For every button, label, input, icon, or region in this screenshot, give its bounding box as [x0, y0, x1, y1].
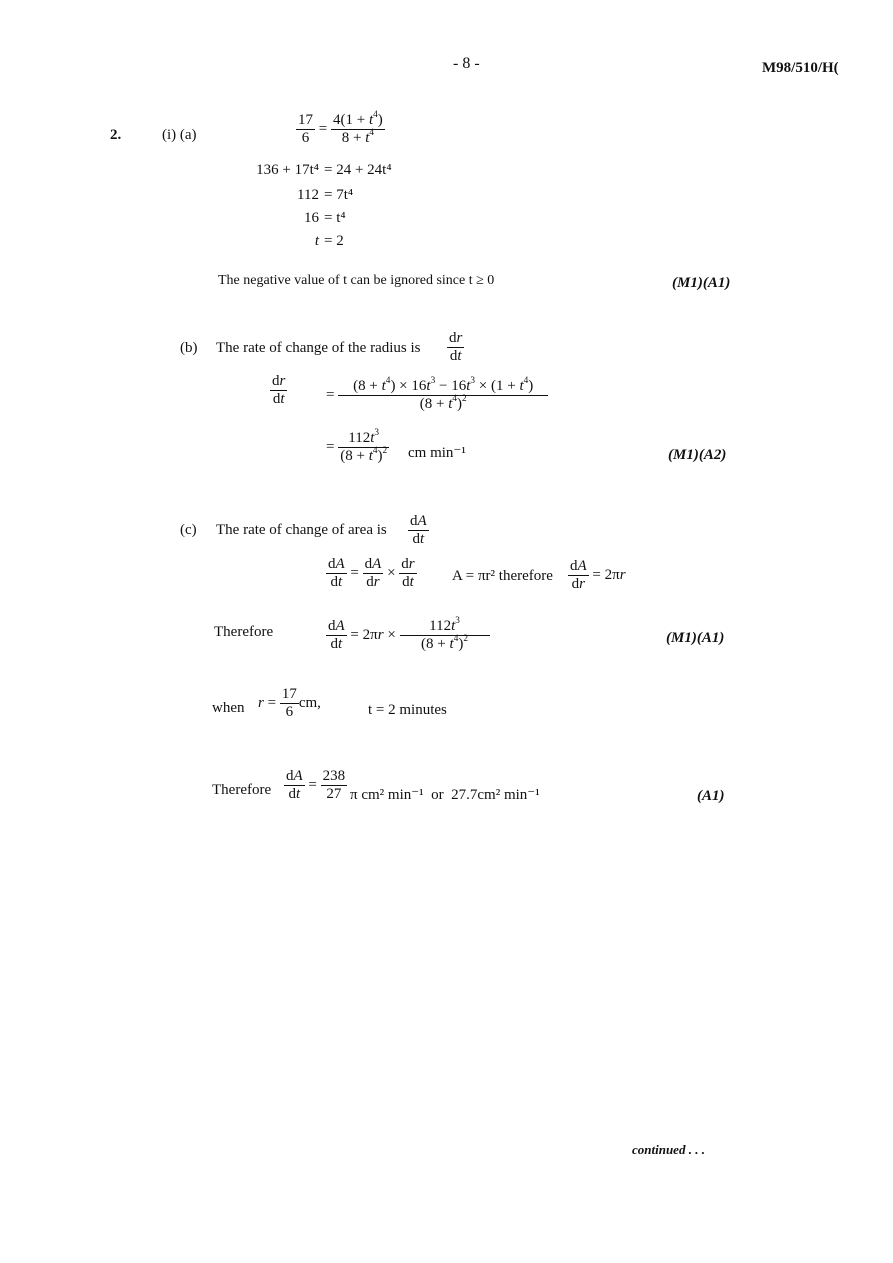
part-c-final-label: Therefore	[212, 782, 272, 798]
part-c-area-formula: A = πr² therefore	[452, 568, 553, 584]
part-b-label: (b)	[180, 340, 198, 356]
part-c-area-derivative: $\frac{dA}{dr}$ = 2πr	[570, 558, 626, 593]
part-b-marks: (M1)(A2)	[668, 447, 727, 463]
part-a-note: The negative value of t can be ignored since t ≥ 0	[218, 273, 495, 288]
part-c-final-units: π cm² min⁻¹ or 27.7cm² min⁻¹	[350, 787, 540, 803]
part-a-line-2-rhs: = 7t⁴	[324, 187, 354, 203]
part-a-fraction-equation: $\frac{17}{6}$ = $\frac{4(1 + t^4)}{8 + t^4}$	[298, 110, 383, 147]
part-c-when-label: when	[212, 700, 245, 716]
part-b-derivative-fraction: $\frac{dr}{dt}$	[272, 373, 286, 408]
part-a-marks: (M1)(A1)	[672, 275, 731, 291]
part-b-quotient-rule: = $\frac{(8 + t^4) \times 16t^3 - 16t^3 \times (1 + t^4)}{(8 + t^4)^2}$	[326, 378, 548, 414]
part-b-units: cm min⁻¹	[408, 445, 466, 461]
part-c-final-expression: $\frac{dA}{dt}$ = $\frac{238}{27}$	[286, 768, 346, 803]
part-label: (i) (a)	[162, 127, 197, 143]
part-c-therefore-label: Therefore	[214, 624, 274, 640]
part-a-line-4-rhs: = 2	[324, 233, 344, 249]
part-a-line-3-lhs: 16	[304, 210, 319, 226]
part-a-line-3-rhs: = t⁴	[324, 210, 346, 226]
part-b-result: = $\frac{112t^3}{(8 + t^4)^2}$	[326, 428, 388, 465]
part-c-chain-rule: $\frac{dA}{dt}$ = $\frac{dA}{dr}$ × $\frac{dr}{dt}$	[328, 556, 415, 591]
part-c-label: (c)	[180, 522, 197, 538]
part-a-line-1-lhs: 136 + 17t⁴	[256, 162, 319, 178]
part-c-time-value: t = 2 minutes	[368, 702, 447, 718]
part-a-line-2-lhs: 112	[297, 187, 319, 203]
part-c-intro: The rate of change of area is	[216, 522, 387, 538]
continued-label: continued . . .	[632, 1142, 705, 1157]
part-c-marks-2: (A1)	[697, 788, 725, 804]
page-number: - 8 -	[453, 55, 480, 72]
part-a-line-1-rhs: = 24 + 24t⁴	[324, 162, 392, 178]
part-c-intro-fraction: $\frac{dA}{dt}$	[410, 513, 427, 548]
question-number: 2.	[110, 127, 122, 143]
part-c-therefore-expression: $\frac{dA}{dt}$ = 2πr × $\frac{112t^3}{(8 + t^4)^2}$	[326, 618, 490, 654]
part-a-line-4-lhs: t	[314, 233, 319, 249]
part-b-intro-fraction: $\frac{dr}{dt}$	[449, 330, 463, 365]
part-c-marks-1: (M1)(A1)	[666, 630, 725, 646]
paper-code: M98/510/H(	[762, 60, 839, 76]
fraction-4-1-plus-t4-over-8-plus-t4: $\frac{4(1 + t^4)}{8 + t^4}$	[332, 110, 383, 147]
part-b-intro: The rate of change of the radius is	[216, 340, 421, 356]
fraction-17-over-6: $\frac{17}{6}$	[298, 112, 313, 147]
part-c-radius-value: r = $\frac{17}{6}$ cm,	[258, 686, 321, 721]
